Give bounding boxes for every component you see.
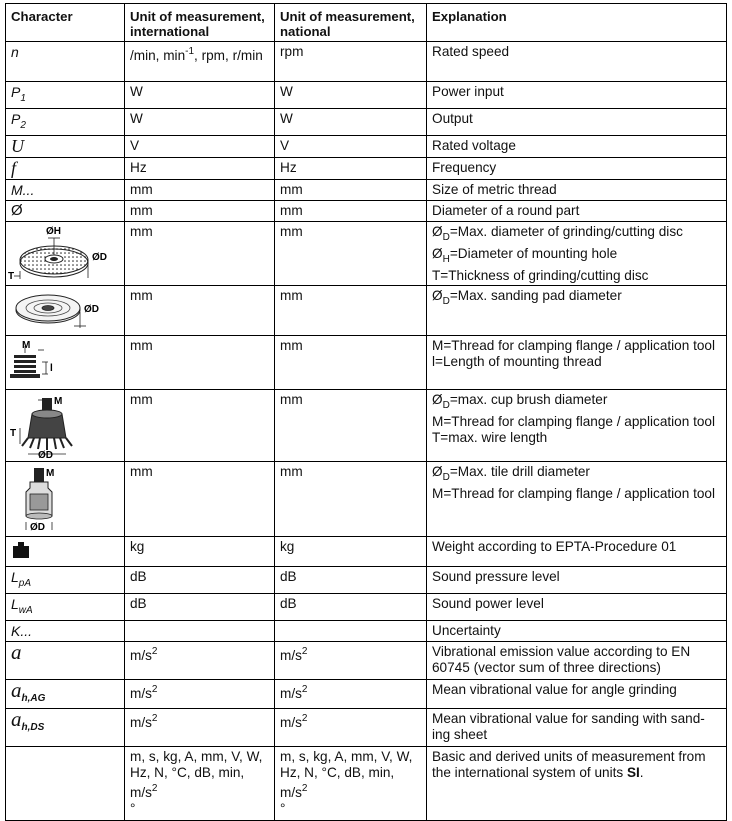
symbol-n: n (11, 44, 19, 60)
unit-national-cell: mm (275, 336, 427, 390)
table-row (6, 336, 727, 390)
explanation-cell: Output (427, 109, 727, 136)
icon-label-l: l (50, 363, 53, 374)
symbol-subscript: wA (18, 605, 33, 616)
si-abbreviation: SI (626, 765, 640, 780)
explanation-cell: Rated speed (427, 42, 727, 82)
diameter-symbol: Ø (432, 288, 443, 303)
units-table (5, 3, 727, 821)
explanation-cell (427, 390, 727, 462)
explanation-line: M=Thread for clamping flange / application tool (432, 486, 715, 501)
symbol-subscript: h,AG (21, 693, 46, 704)
unit-national-cell: rpm (275, 42, 427, 82)
unit-international-cell: kg (125, 537, 275, 567)
explanation-line: T=Thickness of grinding/cutting disc (432, 268, 649, 283)
explanation-line: T=max. wire length (432, 430, 548, 445)
symbol-subscript: 1 (20, 93, 26, 104)
table-row (6, 286, 727, 336)
table-row (6, 222, 727, 286)
symbol-u: U (11, 136, 24, 156)
unit-national-cell (275, 709, 427, 747)
unit-national-cell: Hz (275, 158, 427, 180)
explanation-text: . (639, 765, 644, 780)
symbol-cell (6, 462, 125, 537)
symbol-l: L (11, 596, 19, 612)
symbol-cell (6, 201, 125, 222)
unit-superscript: 2 (301, 646, 308, 657)
sanding-pad-icon (8, 288, 118, 332)
unit-superscript: 2 (301, 783, 308, 794)
subscript: D (442, 400, 450, 411)
unit-international-cell (125, 642, 275, 680)
symbol-f: f (11, 158, 17, 178)
icon-label-h: ØH (46, 226, 61, 237)
table-row (6, 642, 727, 680)
unit-national-cell: W (275, 109, 427, 136)
unit-international-cell: Hz (125, 158, 275, 180)
unit-superscript: 2 (151, 646, 158, 657)
table-row (6, 180, 727, 201)
explanation-line (432, 392, 721, 414)
unit-national-cell: dB (275, 567, 427, 594)
explanation-line (432, 464, 721, 486)
icon-label-m: M (54, 396, 63, 407)
table-row (6, 567, 727, 594)
unit-national-cell: V (275, 136, 427, 158)
explanation-text: Basic and derived units of measurement from the international system of units (432, 749, 706, 780)
symbol-a: a (11, 679, 22, 702)
symbol-diameter: Ø (11, 202, 23, 219)
cup-brush-icon (8, 392, 118, 458)
unit-international-cell: mm (125, 201, 275, 222)
symbol-cell (6, 537, 125, 567)
table-row (6, 680, 727, 709)
subscript: H (442, 254, 450, 265)
grinding-disc-icon (8, 224, 118, 280)
unit-national-cell (275, 642, 427, 680)
diameter-symbol: Ø (432, 224, 443, 239)
symbol-cell (6, 42, 125, 82)
explanation-cell (427, 747, 727, 821)
explanation-cell: Uncertainty (427, 621, 727, 642)
icon-label-t: T (10, 428, 17, 439)
symbol-p: P (11, 111, 21, 127)
unit-international-cell: mm (125, 222, 275, 286)
unit-text: m/s (130, 715, 152, 730)
table-row (6, 201, 727, 222)
explanation-line (432, 224, 721, 246)
symbol-cell (6, 180, 125, 201)
symbol-cell (6, 286, 125, 336)
unit-superscript: 2 (301, 684, 308, 695)
explanation-text: =Max. sanding pad diameter (449, 288, 622, 303)
symbol-cell (6, 709, 125, 747)
unit-text: , rpm, r/min (194, 48, 263, 63)
explanation-cell (427, 286, 727, 336)
diameter-symbol: Ø (432, 246, 443, 261)
explanation-cell: Vibrational emission value according to EN 60745 (vector sum of three directions) (427, 642, 727, 680)
unit-international-cell: mm (125, 462, 275, 537)
icon-label-d: ØD (38, 450, 53, 458)
unit-international-cell: W (125, 109, 275, 136)
table-row (6, 136, 727, 158)
symbol-p: P (11, 84, 21, 100)
weight-icon (11, 541, 31, 559)
icon-label-m: M (22, 340, 31, 351)
unit-international-cell (125, 42, 275, 82)
icon-label-d: ØD (92, 252, 107, 263)
unit-national-cell (275, 747, 427, 821)
explanation-text: =max. cup brush diameter (449, 392, 608, 407)
symbol-m: M... (11, 182, 35, 198)
table-row (6, 82, 727, 109)
table-row (6, 390, 727, 462)
symbol-l: L (11, 569, 19, 585)
diameter-symbol: Ø (432, 464, 443, 479)
symbol-a: a (11, 641, 22, 664)
symbol-subscript: h,DS (21, 722, 45, 733)
unit-text: m/s (130, 648, 152, 663)
unit-national-cell: W (275, 82, 427, 109)
symbol-cell (6, 82, 125, 109)
unit-national-cell: mm (275, 180, 427, 201)
table-row (6, 537, 727, 567)
header-character: Character (6, 4, 125, 42)
unit-international-cell: dB (125, 567, 275, 594)
unit-national-cell (275, 621, 427, 642)
icon-label-t: T (8, 271, 15, 280)
unit-international-cell (125, 680, 275, 709)
diameter-symbol: Ø (432, 392, 443, 407)
unit-national-cell: mm (275, 201, 427, 222)
symbol-cell (6, 594, 125, 621)
icon-label-m: M (46, 468, 55, 479)
table-row (6, 462, 727, 537)
unit-national-cell: kg (275, 537, 427, 567)
table-row (6, 158, 727, 180)
explanation-cell: Weight according to EPTA-Procedure 01 (427, 537, 727, 567)
symbol-cell (6, 136, 125, 158)
symbol-cell (6, 642, 125, 680)
unit-international-cell: dB (125, 594, 275, 621)
unit-superscript: 2 (301, 713, 308, 724)
explanation-cell: Mean vibrational value for angle grinding (427, 680, 727, 709)
explanation-line: M=Thread for clamping flange / application tool (432, 338, 715, 353)
unit-international-cell (125, 747, 275, 821)
symbol-subscript: pA (18, 578, 32, 589)
symbol-cell (6, 109, 125, 136)
unit-superscript: 2 (151, 713, 158, 724)
explanation-cell: Sound power level (427, 594, 727, 621)
symbol-cell (6, 680, 125, 709)
unit-national-cell: mm (275, 462, 427, 537)
unit-superscript: 2 (151, 783, 158, 794)
tile-drill-icon (8, 464, 118, 532)
explanation-cell: Size of metric thread (427, 180, 727, 201)
unit-international-cell: mm (125, 336, 275, 390)
explanation-line (432, 246, 721, 268)
unit-national-cell: mm (275, 286, 427, 336)
unit-text: m/s (280, 686, 302, 701)
table-row (6, 594, 727, 621)
explanation-cell: Sound pressure level (427, 567, 727, 594)
symbol-cell (6, 567, 125, 594)
unit-text: ° (130, 801, 136, 816)
explanation-text: =Max. tile drill diameter (449, 464, 590, 479)
unit-international-cell: mm (125, 390, 275, 462)
table-header-row (6, 4, 727, 42)
unit-text: m/s (130, 686, 152, 701)
unit-international-cell (125, 709, 275, 747)
unit-international-cell (125, 621, 275, 642)
symbol-cell (6, 747, 125, 821)
explanation-cell (427, 462, 727, 537)
explanation-text: =Max. diameter of grinding/cutting disc (449, 224, 683, 239)
symbol-k: K... (11, 623, 33, 639)
unit-superscript: -1 (185, 46, 195, 57)
explanation-cell (427, 336, 727, 390)
symbol-cell (6, 336, 125, 390)
unit-text: /min, min (130, 48, 186, 63)
unit-international-cell: W (125, 82, 275, 109)
subscript: D (442, 472, 450, 483)
header-unit-international: Unit of measurement, international (125, 4, 275, 42)
table-row (6, 42, 727, 82)
unit-national-cell (275, 680, 427, 709)
explanation-text: =Diameter of mounting hole (449, 246, 618, 261)
unit-text: m, s, kg, A, mm, V, W, Hz, N, °C, dB, min, m/s (130, 749, 263, 800)
header-explanation: Explanation (427, 4, 727, 42)
explanation-line: M=Thread for clamping flange / application tool (432, 414, 715, 429)
table-row (6, 709, 727, 747)
unit-text: m/s (280, 715, 302, 730)
unit-national-cell: mm (275, 222, 427, 286)
table-row (6, 747, 727, 821)
symbol-cell (6, 222, 125, 286)
explanation-cell: Power input (427, 82, 727, 109)
symbol-cell (6, 158, 125, 180)
unit-text: m/s (280, 648, 302, 663)
table-row (6, 109, 727, 136)
header-unit-national: Unit of measurement, national (275, 4, 427, 42)
symbol-subscript: 2 (20, 120, 26, 131)
unit-international-cell: mm (125, 180, 275, 201)
unit-international-cell: V (125, 136, 275, 158)
unit-text: ° (280, 801, 286, 816)
unit-national-cell: mm (275, 390, 427, 462)
mounting-thread-icon (8, 338, 118, 386)
explanation-cell: Frequency (427, 158, 727, 180)
unit-superscript: 2 (151, 684, 158, 695)
icon-label-d: ØD (84, 304, 99, 315)
explanation-cell: Rated voltage (427, 136, 727, 158)
subscript: D (442, 296, 450, 307)
symbol-cell (6, 621, 125, 642)
unit-text: m, s, kg, A, mm, V, W, Hz, N, °C, dB, min, m/s (280, 749, 413, 800)
explanation-line: l=Length of mounting thread (432, 354, 602, 369)
icon-label-d: ØD (30, 522, 45, 532)
symbol-a: a (11, 708, 22, 731)
symbol-cell (6, 390, 125, 462)
subscript: D (442, 232, 450, 243)
unit-national-cell: dB (275, 594, 427, 621)
unit-international-cell: mm (125, 286, 275, 336)
explanation-cell: Diameter of a round part (427, 201, 727, 222)
explanation-cell: Mean vibrational value for sanding with sand-ing sheet (427, 709, 727, 747)
table-row (6, 621, 727, 642)
explanation-cell (427, 222, 727, 286)
